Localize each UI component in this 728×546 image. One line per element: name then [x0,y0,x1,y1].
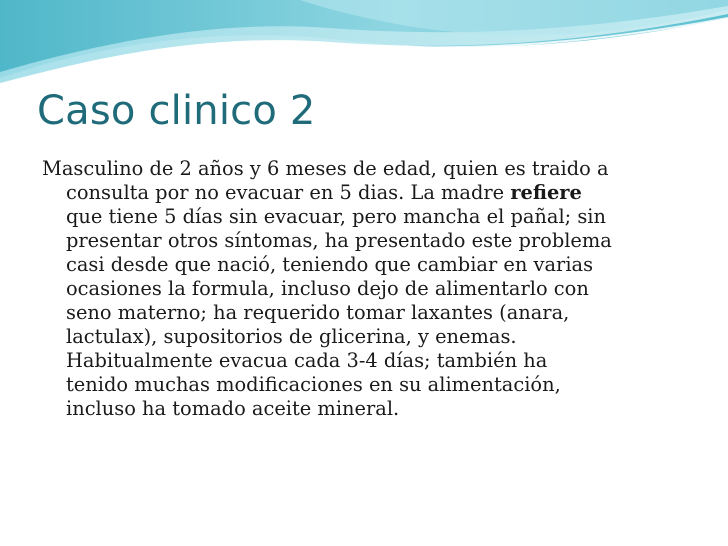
header-wave-decoration [0,0,728,100]
text-line: incluso ha tomado aceite mineral. [66,397,400,420]
text-line: lactulax), supositorios de glicerina, y enemas. [66,325,517,348]
text-line [42,181,712,205]
text-segment: consulta por no evacuar en 5 dias. La madre [66,181,511,204]
bold-word: refiere [510,181,582,204]
text-line: que tiene 5 días sin evacuar, pero mancha el pañal; sin [66,205,607,228]
text-line: casi desde que nació, teniendo que cambiar en varias [66,253,594,276]
case-description [42,157,712,421]
text-line: presentar otros síntomas, ha presentado este problema [66,229,612,252]
text-line: Habitualmente evacua cada 3-4 días; también ha [66,349,548,372]
text-line: seno materno; ha requerido tomar laxantes (anara, [66,301,570,324]
text-line: Masculino de 2 años y 6 meses de edad, quien es traido a [42,157,609,180]
text-line: tenido muchas modificaciones en su alimentación, [66,373,561,396]
text-line: ocasiones la formula, incluso dejo de alimentarlo con [66,277,589,300]
slide-title: Caso clinico 2 [37,88,316,134]
